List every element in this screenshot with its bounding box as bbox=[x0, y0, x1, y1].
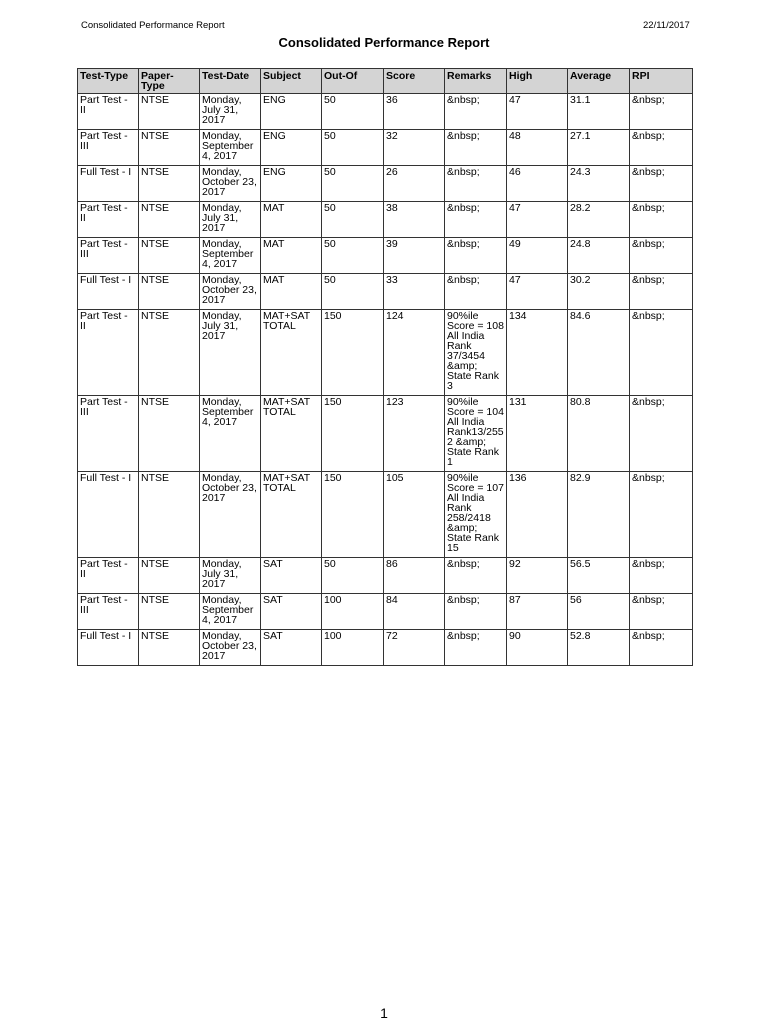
high-cell: 136 bbox=[507, 472, 568, 558]
paper-type-cell: NTSE bbox=[139, 94, 200, 130]
paper-type-cell: NTSE bbox=[139, 238, 200, 274]
average-cell: 80.8 bbox=[568, 396, 630, 472]
average-cell: 56 bbox=[568, 594, 630, 630]
table-row bbox=[78, 238, 693, 274]
subject-cell: MAT+SAT TOTAL bbox=[261, 472, 322, 558]
score-cell: 26 bbox=[384, 166, 445, 202]
average-cell: 31.1 bbox=[568, 94, 630, 130]
table-body bbox=[78, 94, 693, 666]
test-type-cell: Full Test - I bbox=[78, 274, 139, 310]
rpi-cell: &nbsp; bbox=[630, 94, 693, 130]
subject-cell: SAT bbox=[261, 630, 322, 666]
score-cell: 32 bbox=[384, 130, 445, 166]
column-header: Test-Date bbox=[200, 69, 261, 94]
page-title: Consolidated Performance Report bbox=[278, 35, 490, 50]
test-type-cell: Part Test - II bbox=[78, 558, 139, 594]
high-cell: 47 bbox=[507, 94, 568, 130]
paper-type-cell: NTSE bbox=[139, 202, 200, 238]
header-report-name: Consolidated Performance Report bbox=[81, 20, 225, 31]
test-date-cell: Monday, July 31, 2017 bbox=[200, 558, 261, 594]
high-cell: 46 bbox=[507, 166, 568, 202]
table-row bbox=[78, 472, 693, 558]
table-row bbox=[78, 630, 693, 666]
subject-cell: SAT bbox=[261, 558, 322, 594]
out-of-cell: 50 bbox=[322, 274, 384, 310]
column-header: Test-Type bbox=[78, 69, 139, 94]
test-date-cell: Monday, July 31, 2017 bbox=[200, 94, 261, 130]
subject-cell: MAT bbox=[261, 274, 322, 310]
score-cell: 84 bbox=[384, 594, 445, 630]
score-cell: 39 bbox=[384, 238, 445, 274]
high-cell: 47 bbox=[507, 202, 568, 238]
subject-cell: MAT+SAT TOTAL bbox=[261, 310, 322, 396]
table-row bbox=[78, 594, 693, 630]
subject-cell: MAT bbox=[261, 202, 322, 238]
paper-type-cell: NTSE bbox=[139, 558, 200, 594]
rpi-cell: &nbsp; bbox=[630, 166, 693, 202]
table-row bbox=[78, 396, 693, 472]
high-cell: 90 bbox=[507, 630, 568, 666]
out-of-cell: 50 bbox=[322, 130, 384, 166]
paper-type-cell: NTSE bbox=[139, 310, 200, 396]
paper-type-cell: NTSE bbox=[139, 396, 200, 472]
remarks-cell: &nbsp; bbox=[445, 202, 507, 238]
score-cell: 33 bbox=[384, 274, 445, 310]
paper-type-cell: NTSE bbox=[139, 472, 200, 558]
high-cell: 47 bbox=[507, 274, 568, 310]
table-row bbox=[78, 166, 693, 202]
out-of-cell: 50 bbox=[322, 166, 384, 202]
column-header: Paper-Type bbox=[139, 69, 200, 94]
out-of-cell: 100 bbox=[322, 630, 384, 666]
average-cell: 52.8 bbox=[568, 630, 630, 666]
rpi-cell: &nbsp; bbox=[630, 310, 693, 396]
rpi-cell: &nbsp; bbox=[630, 238, 693, 274]
out-of-cell: 100 bbox=[322, 594, 384, 630]
high-cell: 131 bbox=[507, 396, 568, 472]
paper-type-cell: NTSE bbox=[139, 630, 200, 666]
high-cell: 87 bbox=[507, 594, 568, 630]
test-date-cell: Monday, October 23, 2017 bbox=[200, 274, 261, 310]
paper-type-cell: NTSE bbox=[139, 274, 200, 310]
column-header: Subject bbox=[261, 69, 322, 94]
score-cell: 36 bbox=[384, 94, 445, 130]
subject-cell: SAT bbox=[261, 594, 322, 630]
rpi-cell: &nbsp; bbox=[630, 130, 693, 166]
remarks-cell: &nbsp; bbox=[445, 630, 507, 666]
remarks-cell: &nbsp; bbox=[445, 594, 507, 630]
test-date-cell: Monday, September 4, 2017 bbox=[200, 130, 261, 166]
table-row bbox=[78, 94, 693, 130]
table-row bbox=[78, 130, 693, 166]
test-type-cell: Full Test - I bbox=[78, 630, 139, 666]
test-type-cell: Part Test - III bbox=[78, 130, 139, 166]
average-cell: 28.2 bbox=[568, 202, 630, 238]
remarks-cell: &nbsp; bbox=[445, 238, 507, 274]
rpi-cell: &nbsp; bbox=[630, 202, 693, 238]
paper-type-cell: NTSE bbox=[139, 166, 200, 202]
test-type-cell: Part Test - II bbox=[78, 202, 139, 238]
test-date-cell: Monday, October 23, 2017 bbox=[200, 472, 261, 558]
remarks-cell: &nbsp; bbox=[445, 166, 507, 202]
out-of-cell: 50 bbox=[322, 238, 384, 274]
out-of-cell: 150 bbox=[322, 310, 384, 396]
out-of-cell: 50 bbox=[322, 558, 384, 594]
paper-type-cell: NTSE bbox=[139, 130, 200, 166]
column-header: Out-Of bbox=[322, 69, 384, 94]
average-cell: 82.9 bbox=[568, 472, 630, 558]
remarks-cell: &nbsp; bbox=[445, 274, 507, 310]
remarks-cell: 90%ile Score = 104 All India Rank13/2552 &amp; State Rank 1 bbox=[445, 396, 507, 472]
test-type-cell: Part Test - II bbox=[78, 94, 139, 130]
average-cell: 24.8 bbox=[568, 238, 630, 274]
test-date-cell: Monday, September 4, 2017 bbox=[200, 396, 261, 472]
score-cell: 124 bbox=[384, 310, 445, 396]
remarks-cell: 90%ile Score = 107 All India Rank 258/2418 &amp; State Rank 15 bbox=[445, 472, 507, 558]
score-cell: 38 bbox=[384, 202, 445, 238]
table-row bbox=[78, 558, 693, 594]
test-type-cell: Part Test - III bbox=[78, 594, 139, 630]
average-cell: 24.3 bbox=[568, 166, 630, 202]
test-type-cell: Part Test - III bbox=[78, 396, 139, 472]
column-header: High bbox=[507, 69, 568, 94]
paper-type-cell: NTSE bbox=[139, 594, 200, 630]
high-cell: 92 bbox=[507, 558, 568, 594]
column-header: Score bbox=[384, 69, 445, 94]
remarks-cell: &nbsp; bbox=[445, 94, 507, 130]
column-header: Average bbox=[568, 69, 630, 94]
subject-cell: ENG bbox=[261, 130, 322, 166]
score-cell: 72 bbox=[384, 630, 445, 666]
remarks-cell: 90%ile Score = 108 All India Rank 37/3454 &amp; State Rank 3 bbox=[445, 310, 507, 396]
table-row bbox=[78, 310, 693, 396]
subject-cell: ENG bbox=[261, 94, 322, 130]
out-of-cell: 150 bbox=[322, 472, 384, 558]
test-date-cell: Monday, July 31, 2017 bbox=[200, 202, 261, 238]
rpi-cell: &nbsp; bbox=[630, 274, 693, 310]
rpi-cell: &nbsp; bbox=[630, 558, 693, 594]
test-date-cell: Monday, September 4, 2017 bbox=[200, 594, 261, 630]
rpi-cell: &nbsp; bbox=[630, 630, 693, 666]
test-type-cell: Full Test - I bbox=[78, 166, 139, 202]
page-number: 1 bbox=[380, 1005, 388, 1021]
subject-cell: ENG bbox=[261, 166, 322, 202]
test-date-cell: Monday, July 31, 2017 bbox=[200, 310, 261, 396]
test-type-cell: Part Test - III bbox=[78, 238, 139, 274]
subject-cell: MAT bbox=[261, 238, 322, 274]
score-cell: 86 bbox=[384, 558, 445, 594]
average-cell: 84.6 bbox=[568, 310, 630, 396]
column-header: RPI bbox=[630, 69, 693, 94]
header-date: 22/11/2017 bbox=[643, 20, 690, 31]
remarks-cell: &nbsp; bbox=[445, 558, 507, 594]
test-date-cell: Monday, September 4, 2017 bbox=[200, 238, 261, 274]
average-cell: 30.2 bbox=[568, 274, 630, 310]
test-type-cell: Part Test - II bbox=[78, 310, 139, 396]
high-cell: 134 bbox=[507, 310, 568, 396]
table-row bbox=[78, 274, 693, 310]
rpi-cell: &nbsp; bbox=[630, 396, 693, 472]
rpi-cell: &nbsp; bbox=[630, 472, 693, 558]
remarks-cell: &nbsp; bbox=[445, 130, 507, 166]
score-cell: 105 bbox=[384, 472, 445, 558]
table-row bbox=[78, 202, 693, 238]
high-cell: 49 bbox=[507, 238, 568, 274]
subject-cell: MAT+SAT TOTAL bbox=[261, 396, 322, 472]
rpi-cell: &nbsp; bbox=[630, 594, 693, 630]
test-type-cell: Full Test - I bbox=[78, 472, 139, 558]
performance-table bbox=[77, 68, 693, 666]
test-date-cell: Monday, October 23, 2017 bbox=[200, 166, 261, 202]
out-of-cell: 50 bbox=[322, 202, 384, 238]
table-header-row bbox=[78, 69, 693, 94]
out-of-cell: 150 bbox=[322, 396, 384, 472]
column-header: Remarks bbox=[445, 69, 507, 94]
test-date-cell: Monday, October 23, 2017 bbox=[200, 630, 261, 666]
average-cell: 56.5 bbox=[568, 558, 630, 594]
score-cell: 123 bbox=[384, 396, 445, 472]
out-of-cell: 50 bbox=[322, 94, 384, 130]
average-cell: 27.1 bbox=[568, 130, 630, 166]
high-cell: 48 bbox=[507, 130, 568, 166]
